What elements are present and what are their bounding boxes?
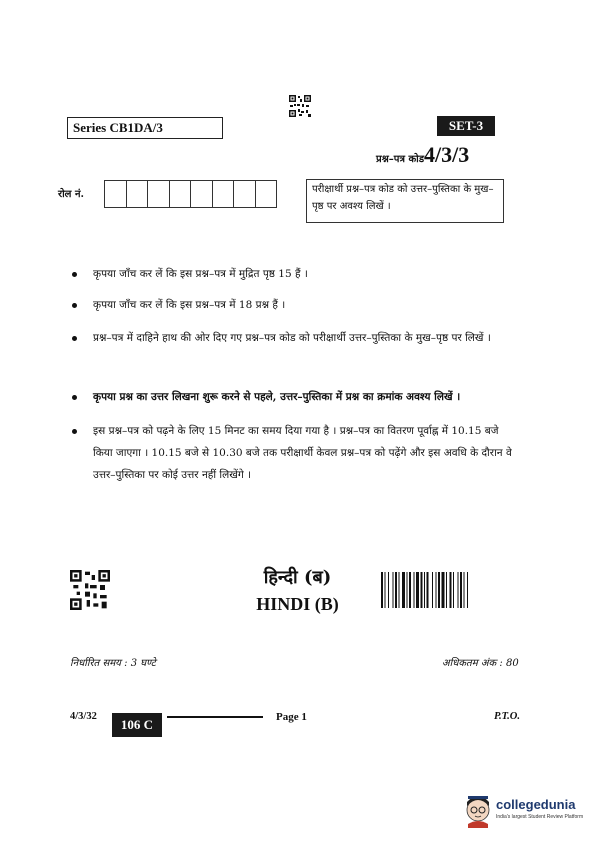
roll-number-box <box>233 180 256 208</box>
roll-number-box <box>126 180 149 208</box>
bullet-icon <box>72 429 77 434</box>
max-marks: अधिकतम अंक : 80 <box>442 658 519 669</box>
page-number: Page 1 <box>276 711 307 723</box>
bullet-icon <box>72 395 77 400</box>
code-instruction-note: परीक्षार्थी प्रश्न–पत्र कोड को उत्तर–पुस्तिका के मुख–पृष्ठ पर अवश्य लिखें । <box>306 179 504 223</box>
roll-number-boxes <box>105 180 277 208</box>
instruction-text: इस प्रश्न–पत्र को पढ़ने के लिए 15 मिनट का समय दिया गया है । प्रश्न–पत्र का वितरण पूर्वाह्न में 10.15 बजे किया जाएगा । 10.15 बजे से 10.30 बजे तक परीक्षार्थी केवल प्रश्न–पत्र को पढ़ेंगे और इस अवधि के दौरान वे उत्तर–पुस्तिका पर कोई उत्तर नहीं लिखेंगे । <box>93 425 512 481</box>
footer-box-code: 106 C <box>112 713 162 737</box>
logo-tagline: India's largest Student Review Platform <box>496 814 584 820</box>
instruction-item <box>72 420 512 486</box>
roll-number-box <box>147 180 170 208</box>
roll-number-box <box>104 180 127 208</box>
barcode <box>381 572 522 608</box>
subject-title-hindi: हिन्दी (ब) <box>263 567 332 588</box>
qr-code-top <box>288 94 312 118</box>
instruction-text: कृपया जाँच कर लें कि इस प्रश्न–पत्र में 18 प्रश्न हैं । <box>93 299 286 311</box>
paper-code-label: प्रश्न–पत्र कोड <box>376 154 425 165</box>
roll-number-box <box>255 180 278 208</box>
instruction-text: कृपया प्रश्न का उत्तर लिखना शुरू करने से पहले, उत्तर–पुस्तिका में प्रश्न का क्रमांक अवश्य लिखें । <box>93 391 461 403</box>
bullet-icon <box>72 303 77 308</box>
footer-divider <box>167 716 263 718</box>
series-label: Series CB1DA/3 <box>67 117 223 139</box>
bullet-icon <box>72 336 77 341</box>
collegedunia-logo-icon <box>462 788 494 828</box>
bullet-icon <box>72 272 77 277</box>
instruction-text: कृपया जाँच कर लें कि इस प्रश्न–पत्र में मुद्रित पृष्ठ 15 हैं । <box>93 268 308 280</box>
roll-number-box <box>212 180 235 208</box>
paper-code: 4/3/3 <box>424 142 470 167</box>
instruction-text: प्रश्न–पत्र में दाहिने हाथ की ओर दिए गए प्रश्न–पत्र कोड को परीक्षार्थी उत्तर–पुस्तिका के मुख–पृष्ठ पर लिखें । <box>93 332 491 344</box>
exam-time: निर्धारित समय : 3 घण्टे <box>70 658 156 669</box>
set-badge: SET-3 <box>437 116 495 136</box>
instruction-item <box>72 263 512 285</box>
subject-title-english: HINDI (B) <box>256 594 339 614</box>
pto-label: P.T.O. <box>494 711 520 722</box>
roll-number-label: रोल नं. <box>58 189 84 200</box>
instruction-item <box>72 386 512 408</box>
roll-number-box <box>190 180 213 208</box>
instruction-item <box>72 294 512 316</box>
footer-code: 4/3/32 <box>70 711 97 722</box>
instruction-item <box>72 327 512 349</box>
logo-name: collegedunia <box>496 797 576 812</box>
roll-number-box <box>169 180 192 208</box>
